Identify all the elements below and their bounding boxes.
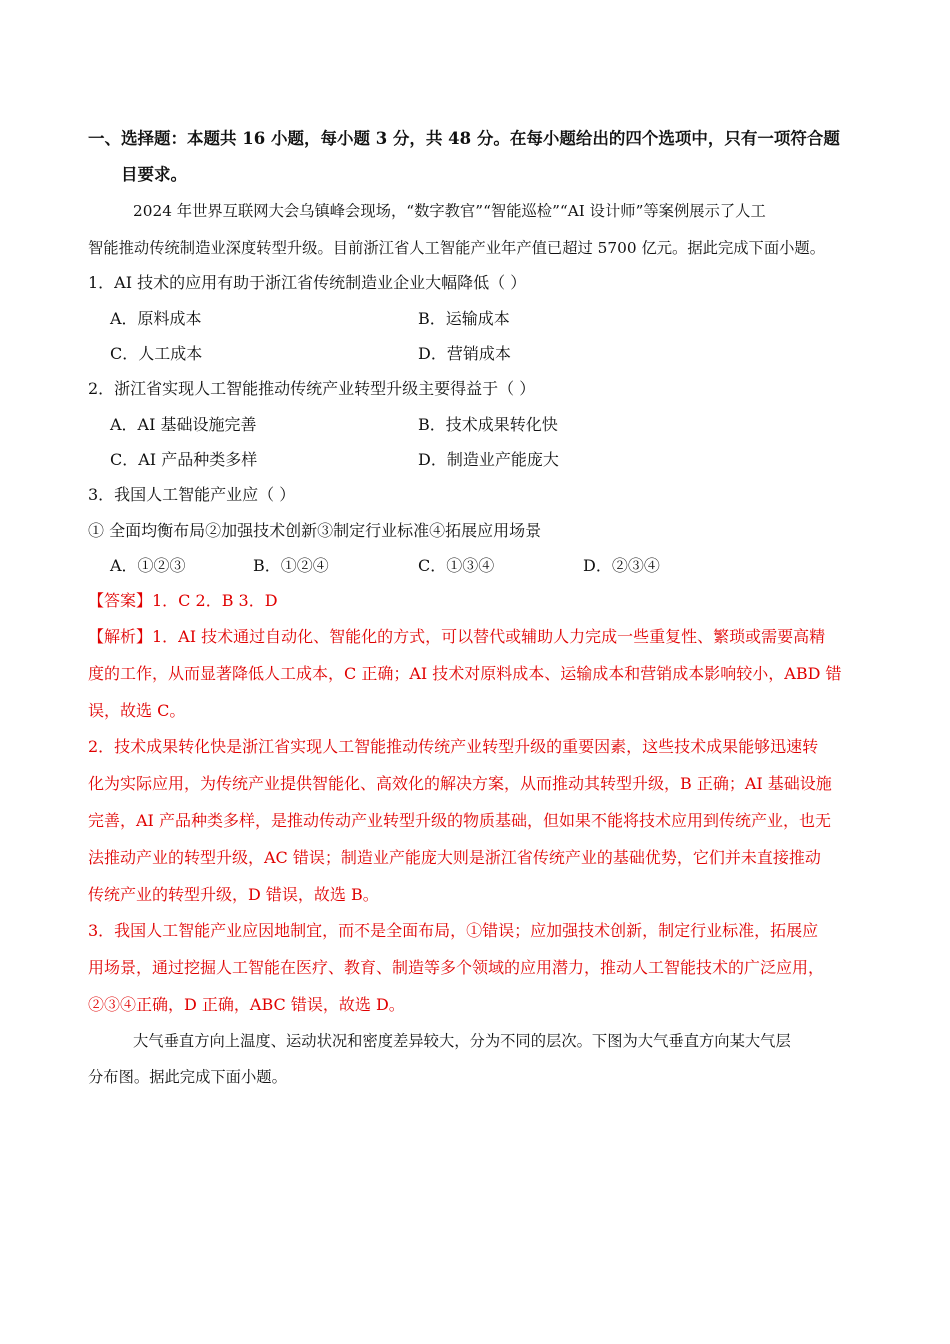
analysis-p3-line1: 3．我国人工智能产业应因地制宜，而不是全面布局，①错误；应加强技术创新，制定行业标准，拓展应 <box>88 921 819 940</box>
q1-option-a: A．原料成本 <box>110 309 202 328</box>
material2-line1: 大气垂直方向上温度、运动状况和密度差异较大，分为不同的层次。下图为大气垂直方向某大气层 <box>133 1032 791 1050</box>
q2-option-b: B．技术成果转化快 <box>418 415 558 434</box>
q3-stem: 3．我国人工智能产业应（ ） <box>88 485 296 504</box>
analysis-p1-line1: 【解析】1．AI 技术通过自动化、智能化的方式，可以替代或辅助人力完成一些重复性、繁琐或需要高精 <box>88 627 826 646</box>
analysis-p1-line2: 度的工作，从而显著降低人工成本，C 正确；AI 技术对原料成本、运输成本和营销成本影响较小，ABD 错 <box>88 664 842 683</box>
q3-option-a: A．①②③ <box>110 556 186 575</box>
q1-stem: 1．AI 技术的应用有助于浙江省传统制造业企业大幅降低（ ） <box>88 273 527 292</box>
answer-line: 【答案】1．C 2．B 3．D <box>88 591 278 610</box>
material1-line2: 智能推动传统制造业深度转型升级。目前浙江省人工智能产业年产值已超过 5700 亿元。据此完成下面小题。 <box>88 239 826 257</box>
section-heading-line1: 一、选择题：本题共 16 小题，每小题 3 分，共 48 分。在每小题给出的四个选项中，只有一项符合题 <box>88 129 840 148</box>
section-heading-line2: 目要求。 <box>121 165 187 184</box>
analysis-p2-line1: 2．技术成果转化快是浙江省实现人工智能推动传统产业转型升级的重要因素，这些技术成果能够迅速转 <box>88 737 819 756</box>
q1-option-d: D．营销成本 <box>418 344 511 363</box>
analysis-p2-line3: 完善，AI 产品种类多样，是推动传动产业转型升级的物质基础，但如果不能将技术应用到传统产业，也无 <box>88 811 831 830</box>
analysis-p3-line3: ②③④正确，D 正确，ABC 错误，故选 D。 <box>88 995 405 1014</box>
analysis-p2-line5: 传统产业的转型升级，D 错误，故选 B。 <box>88 885 379 904</box>
q2-option-a: A．AI 基础设施完善 <box>110 415 257 434</box>
q3-option-b: B．①②④ <box>253 556 329 575</box>
analysis-p3-line2: 用场景，通过挖掘人工智能在医疗、教育、制造等多个领域的应用潜力，推动人工智能技术的广泛应用， <box>88 958 825 977</box>
material1-line1: 2024 年世界互联网大会乌镇峰会现场，“数字教官”“智能巡检”“AI 设计师”等案例展示了人工 <box>133 202 766 220</box>
material2-line2: 分布图。据此完成下面小题。 <box>88 1068 287 1086</box>
q2-option-c: C．AI 产品种类多样 <box>110 450 258 469</box>
q3-items: ① 全面均衡布局②加强技术创新③制定行业标准④拓展应用场景 <box>88 521 542 540</box>
q2-option-d: D．制造业产能庞大 <box>418 450 559 469</box>
q3-option-c: C．①③④ <box>418 556 495 575</box>
q2-stem: 2．浙江省实现人工智能推动传统产业转型升级主要得益于（ ） <box>88 379 536 398</box>
q1-option-c: C．人工成本 <box>110 344 203 363</box>
q3-option-d: D．②③④ <box>583 556 660 575</box>
q1-option-b: B．运输成本 <box>418 309 510 328</box>
analysis-p1-line3: 误，故选 C。 <box>88 701 186 720</box>
analysis-p2-line2: 化为实际应用，为传统产业提供智能化、高效化的解决方案，从而推动其转型升级，B 正确；AI 基础设施 <box>88 774 832 793</box>
analysis-p2-line4: 法推动产业的转型升级，AC 错误；制造业产能庞大则是浙江省传统产业的基础优势，它们并未直接推动 <box>88 848 821 867</box>
